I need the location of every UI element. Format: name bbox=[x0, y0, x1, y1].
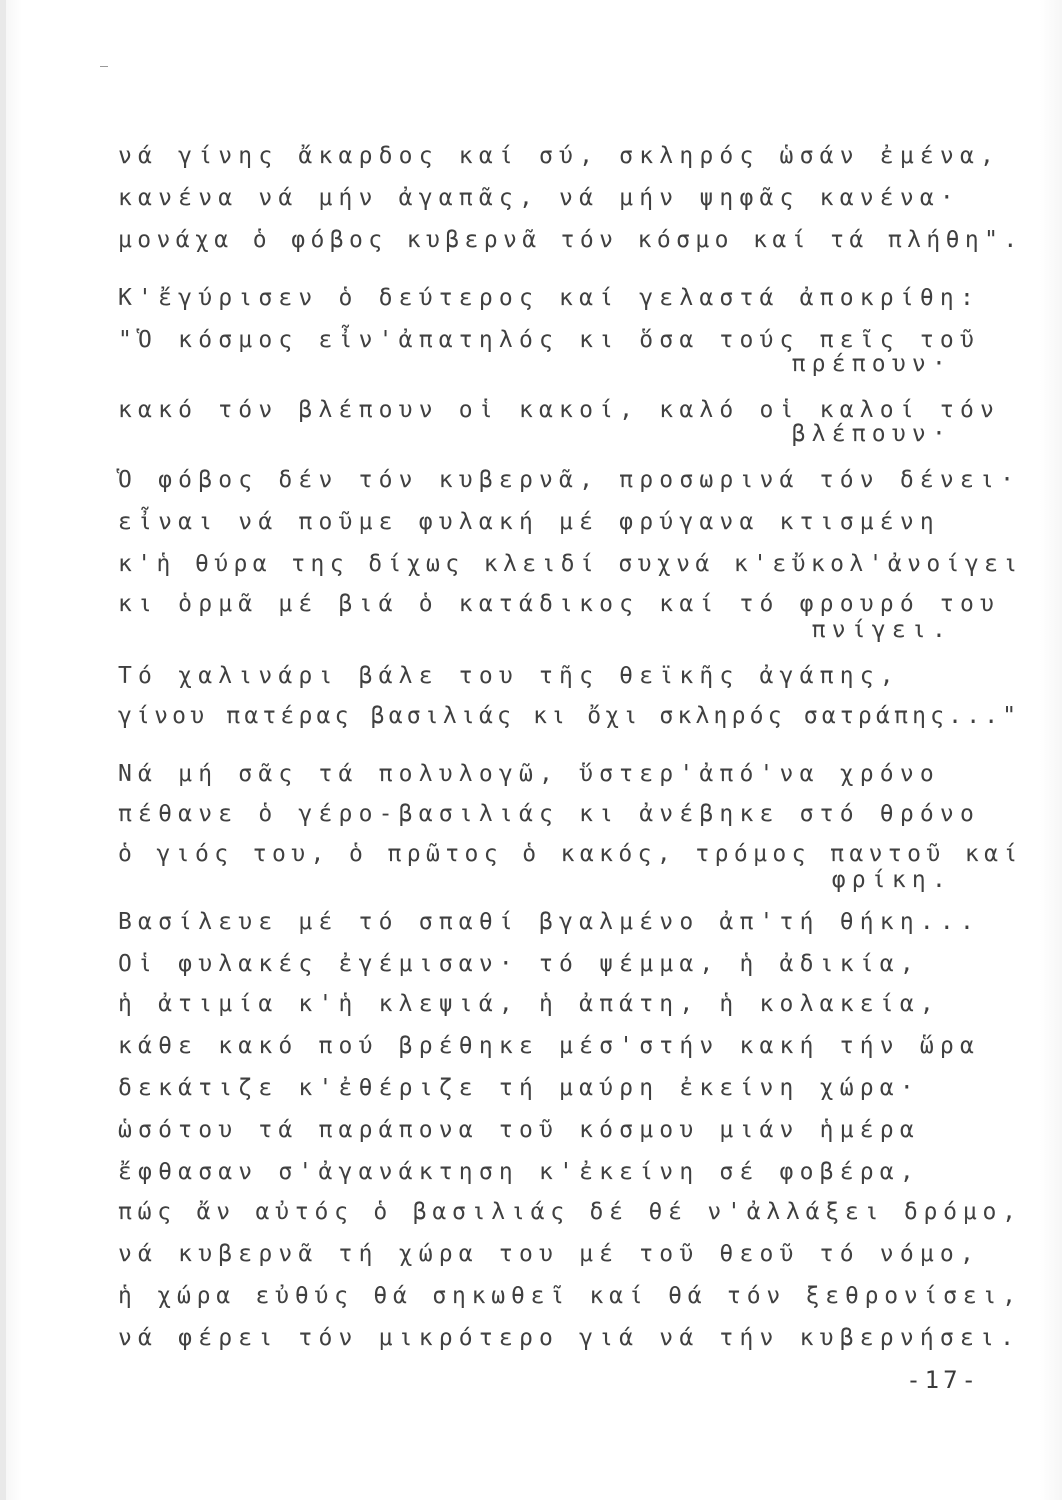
poem-line: πέθανε ὁ γέρο-βασιλιάς κι ἀνέβηκε στό θρόνο bbox=[118, 801, 981, 827]
poem-line: Βασίλευε μέ τό σπαθί βγαλμένο ἀπ'τή θήκη... bbox=[118, 909, 981, 935]
page-edge-shadow bbox=[0, 0, 6, 1500]
page-number: -17- bbox=[906, 1366, 980, 1394]
poem-line: πώς ἄν αὐτός ὁ βασιλιάς δέ θέ ν'ἀλλάξει δρόμο, bbox=[118, 1199, 1022, 1225]
poem-line: ἡ χώρα εὐθύς θά σηκωθεῖ καί θά τόν ξεθρονίσει, bbox=[118, 1283, 1022, 1309]
poem-line: γίνου πατέρας βασιλιάς κι ὄχι σκληρός σατράπης..." bbox=[118, 703, 1021, 729]
poem-line: κανένα νά μήν ἀγαπᾶς, νά μήν ψηφᾶς κανένα· bbox=[118, 185, 960, 211]
poem-line: κι ὁρμᾶ μέ βιά ὁ κατάδικος καί τό φρουρό του bbox=[118, 591, 1001, 617]
poem-line: ἔφθασαν σ'ἀγανάκτηση κ'ἐκείνη σέ φοβέρα, bbox=[118, 1159, 920, 1185]
poem-line: "Ὁ κόσμος εἶν'ἀπατηλός κι ὅσα τούς πεῖς τοῦ bbox=[118, 327, 981, 353]
poem-line: εἶναι νά ποῦμε φυλακή μέ φρύγανα κτισμένη bbox=[118, 509, 940, 535]
poem-line-continuation: βλέπουν· bbox=[791, 421, 952, 447]
poem-line: ὡσότου τά παράπονα τοῦ κόσμου μιάν ἡμέρα bbox=[118, 1117, 920, 1143]
poem-line: Ὁ φόβος δέν τόν κυβερνᾶ, προσωρινά τόν δένει· bbox=[118, 467, 1021, 493]
poem-line: δεκάτιζε κ'ἐθέριζε τή μαύρη ἐκείνη χώρα· bbox=[118, 1075, 920, 1101]
poem-line: ἡ ἀτιμία κ'ἡ κλεψιά, ἡ ἀπάτη, ἡ κολακεία, bbox=[118, 991, 940, 1017]
poem-line: ὁ γιός του, ὁ πρῶτος ὁ κακός, τρόμος παντοῦ καί bbox=[118, 841, 1023, 867]
poem-line-continuation: πνίγει. bbox=[811, 617, 952, 643]
poem-line: κάθε κακό πού βρέθηκε μέσ'στήν κακή τήν ὥρα bbox=[118, 1033, 981, 1059]
poem-line: Νά μή σᾶς τά πολυλογῶ, ὕστερ'ἀπό'να χρόνο bbox=[118, 761, 940, 787]
margin-mark bbox=[100, 66, 108, 67]
poem-line: κ'ἡ θύρα της δίχως κλειδί συχνά κ'εὔκολ'ἀνοίγει bbox=[118, 551, 1023, 577]
poem-line: νά φέρει τόν μικρότερο γιά νά τήν κυβερνήσει. bbox=[118, 1325, 1021, 1351]
poem-line: νά κυβερνᾶ τή χώρα του μέ τοῦ θεοῦ τό νόμο, bbox=[118, 1241, 981, 1267]
poem-line: μονάχα ὁ φόβος κυβερνᾶ τόν κόσμο καί τά πλήθη". bbox=[118, 227, 1023, 253]
poem-line-continuation: φρίκη. bbox=[831, 867, 952, 893]
poem-line: Οἱ φυλακές ἐγέμισαν· τό ψέμμα, ἡ ἀδικία, bbox=[118, 951, 920, 977]
poem-line: Τό χαλινάρι βάλε του τῆς θεϊκῆς ἀγάπης, bbox=[118, 663, 900, 689]
poem-line: Κ'ἔγύρισεν ὁ δεύτερος καί γελαστά ἀποκρίθη: bbox=[118, 285, 981, 311]
poem-line: κακό τόν βλέπουν οἱ κακοί, καλό οἱ καλοί τόν bbox=[118, 397, 1001, 423]
poem-line-continuation: πρέπουν· bbox=[791, 351, 952, 377]
poem-line: νά γίνης ἄκαρδος καί σύ, σκληρός ὡσάν ἐμένα, bbox=[118, 143, 1001, 169]
